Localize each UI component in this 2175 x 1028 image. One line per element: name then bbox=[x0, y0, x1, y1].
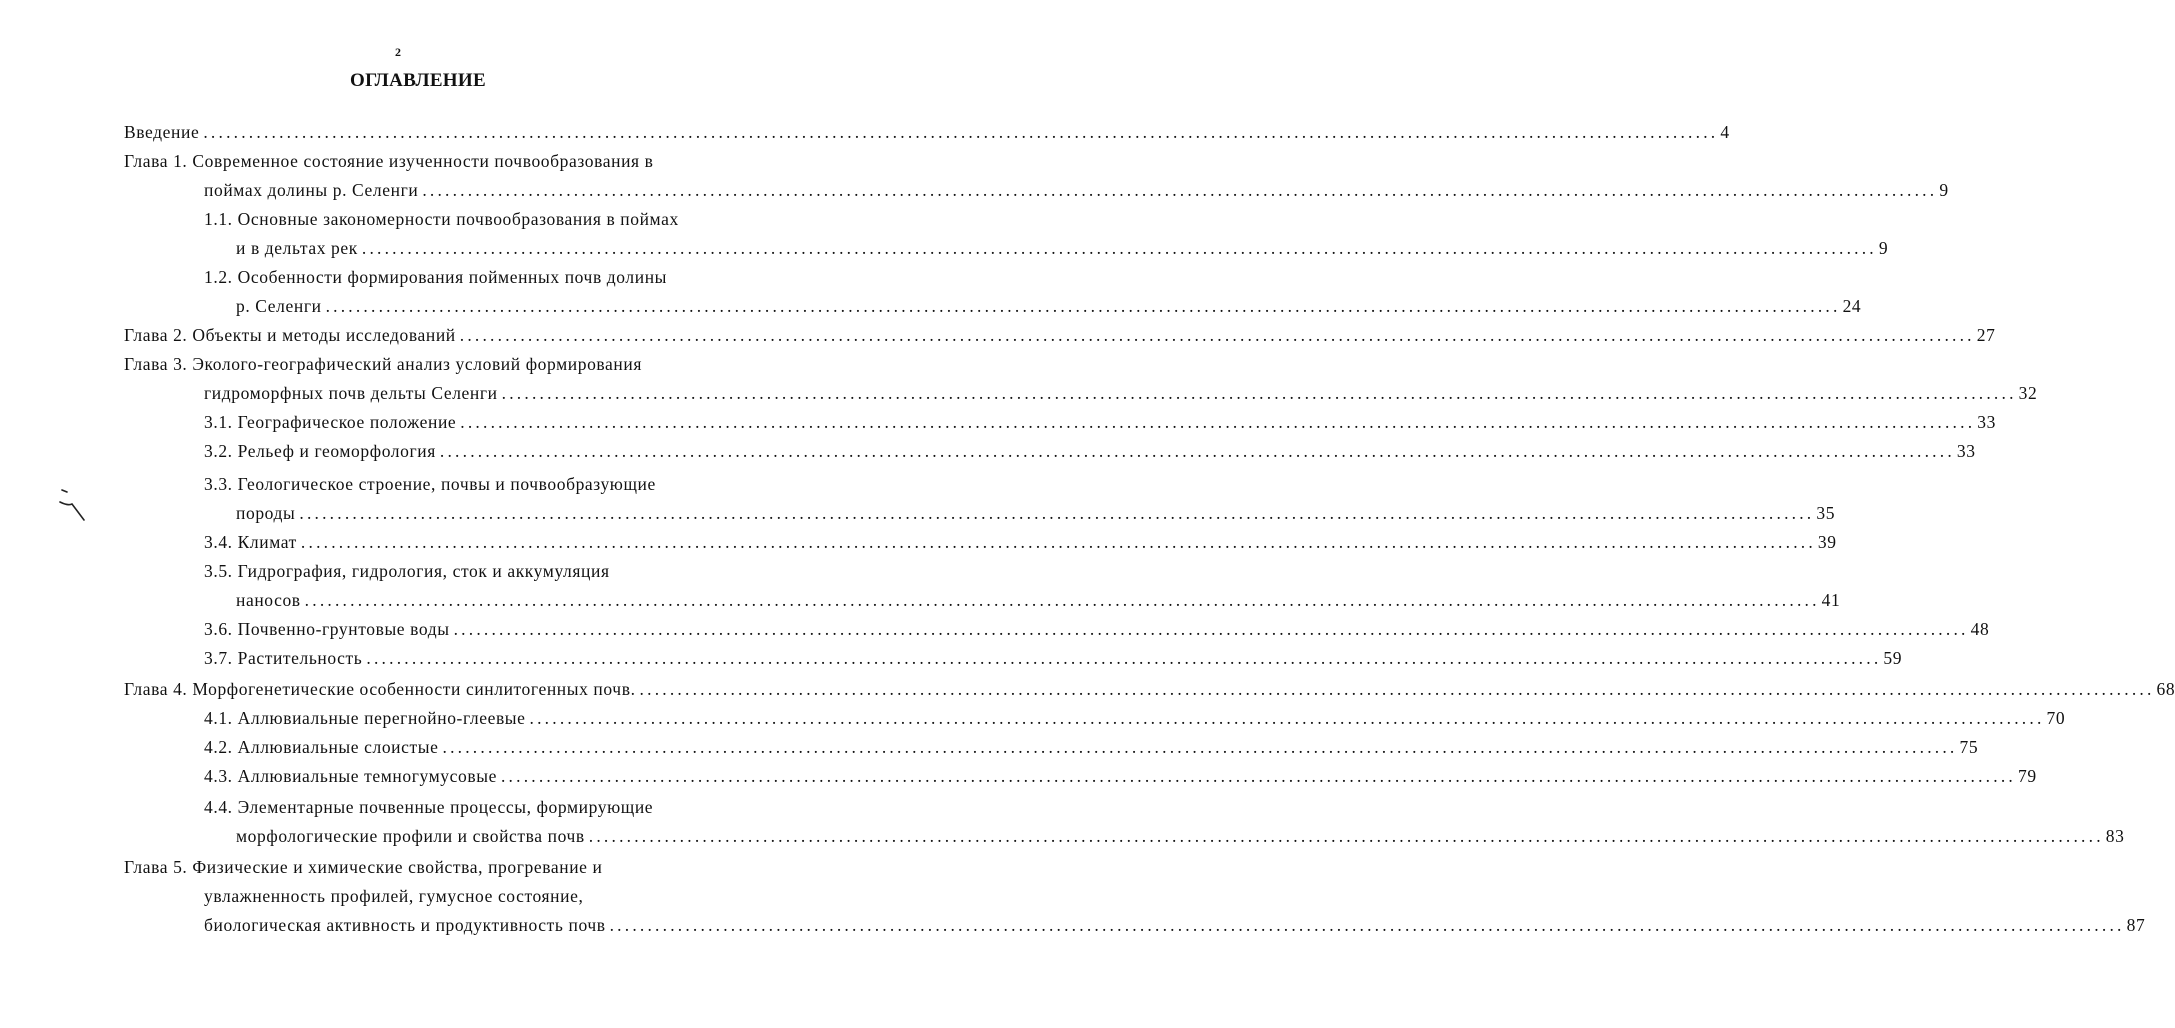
toc-entry-text: 4.2. Аллювиальные слоистые bbox=[204, 737, 439, 757]
toc-page-number: 33 bbox=[1977, 412, 1996, 432]
toc-entry-text: морфологические профили и свойства почв bbox=[236, 826, 585, 846]
toc-entry-s35-l1 bbox=[204, 559, 610, 583]
toc-entry-text: гидроморфных почв дельты Селенги bbox=[204, 383, 498, 403]
toc-entry-text: 1.2. Особенности формирования пойменных почв долины bbox=[204, 267, 668, 287]
toc-page-number: 27 bbox=[1976, 325, 1996, 345]
toc-entry-s12-l1 bbox=[204, 265, 667, 289]
toc-entry-text: наносов bbox=[236, 590, 301, 610]
toc-entry-s44-l1 bbox=[204, 795, 653, 819]
toc-entry-s33-l1 bbox=[204, 472, 656, 496]
toc-page-number: 70 bbox=[2046, 708, 2066, 728]
toc-entry-text: Глава 5. Физические и химические свойства, прогревание и bbox=[124, 857, 603, 877]
toc-leader-dots: ........................................................................................................................................................................................................ bbox=[300, 532, 1816, 552]
toc-page-number: 39 bbox=[1817, 532, 1837, 552]
toc-page-number: 75 bbox=[1959, 737, 1979, 757]
toc-leader-dots: ........................................................................................................................................................................................................ bbox=[304, 590, 1820, 610]
toc-entry-text: 3.2. Рельеф и геоморфология bbox=[204, 441, 436, 461]
toc-entry-s44-l2 bbox=[236, 824, 2125, 848]
toc-entry-s33-l2 bbox=[236, 501, 1836, 525]
toc-entry-ch5-l1 bbox=[124, 855, 603, 879]
toc-entry-ch3-l2 bbox=[204, 381, 2038, 405]
toc-page-number: 9 bbox=[1939, 180, 1949, 200]
toc-entry-s34 bbox=[204, 530, 1837, 554]
toc-entry-text: 3.5. Гидрография, гидрология, сток и аккумуляция bbox=[204, 561, 610, 581]
toc-page-number: 48 bbox=[1970, 619, 1990, 639]
toc-entry-text: 1.1. Основные закономерности почвообразования в поймах bbox=[204, 209, 679, 229]
toc-leader-dots: ........................................................................................................................................................................................................ bbox=[500, 766, 2016, 786]
toc-entry-text: 4.4. Элементарные почвенные процессы, формирующие bbox=[204, 797, 654, 817]
toc-leader-dots: ........................................................................................................................................................................................................ bbox=[422, 180, 1938, 200]
toc-page-number: 32 bbox=[2018, 383, 2038, 403]
toc-entry-s11-l2 bbox=[236, 236, 1889, 260]
toc-entry-text: породы bbox=[236, 503, 296, 523]
toc-leader-dots: ........................................................................................................................................................................................................ bbox=[501, 383, 2017, 403]
toc-entry-s35-l2 bbox=[236, 588, 1841, 612]
toc-entry-text: 3.6. Почвенно-грунтовые воды bbox=[204, 619, 450, 639]
toc-entry-s36 bbox=[204, 617, 1990, 641]
toc-entry-text: 3.1. Географическое положение bbox=[204, 412, 457, 432]
toc-page-number: 4 bbox=[1720, 122, 1730, 142]
toc-page-number: 41 bbox=[1821, 590, 1841, 610]
toc-page-number: 87 bbox=[2126, 915, 2146, 935]
toc-entry-text: биологическая активность и продуктивность почв bbox=[204, 915, 606, 935]
toc-entry-text: р. Селенги bbox=[236, 296, 322, 316]
toc-leader-dots: ........................................................................................................................................................................................................ bbox=[442, 737, 1958, 757]
toc-page-number: 79 bbox=[2017, 766, 2037, 786]
toc-entry-text: Глава 1. Современное состояние изученности почвообразования в bbox=[124, 151, 654, 171]
toc-entry-ch1-l1 bbox=[124, 149, 654, 173]
toc-page-number: 35 bbox=[1816, 503, 1836, 523]
toc-leader-dots: ........................................................................................................................................................................................................ bbox=[529, 708, 2045, 728]
page-title: ОГЛАВЛЕНИЕ bbox=[350, 70, 486, 91]
toc-entry-text: Введение bbox=[124, 122, 200, 142]
toc-leader-dots: ........................................................................................................................................................................................................ bbox=[609, 915, 2125, 935]
toc-leader-dots: ........................................................................................................................................................................................................ bbox=[588, 826, 2104, 846]
toc-leader-dots: ........................................................................................................................................................................................................ bbox=[366, 648, 1882, 668]
toc-entry-text: 3.4. Климат bbox=[204, 532, 297, 552]
toc-leader-dots: ........................................................................................................................................................................................................ bbox=[299, 503, 1815, 523]
toc-entry-text: 4.3. Аллювиальные темногумусовые bbox=[204, 766, 497, 786]
toc-entry-text: поймах долины р. Селенги bbox=[204, 180, 419, 200]
toc-entry-s31 bbox=[204, 410, 1996, 434]
toc-leader-dots: ........................................................................................................................................................................................................ bbox=[453, 619, 1969, 639]
pen-mark-icon bbox=[58, 488, 88, 528]
toc-page-number: 9 bbox=[1878, 238, 1889, 258]
toc-entry-text: 4.1. Аллювиальные перегнойно-глеевые bbox=[204, 708, 526, 728]
toc-entry-text: и в дельтах рек bbox=[236, 238, 358, 258]
toc-leader-dots: ........................................................................................................................................................................................................ bbox=[439, 441, 1955, 461]
toc-entry-ch3-l1 bbox=[124, 352, 642, 376]
toc-entry-intro bbox=[124, 120, 1730, 144]
toc-entry-text: Глава 3. Эколого-географический анализ условий формирования bbox=[124, 354, 643, 374]
toc-entry-s32 bbox=[204, 439, 1976, 463]
toc-leader-dots: ........................................................................................................................................................................................................ bbox=[639, 679, 2155, 699]
toc-entry-s41 bbox=[204, 706, 2066, 730]
toc-entry-ch1-l2 bbox=[204, 178, 1949, 202]
toc-entry-ch5-l2 bbox=[204, 884, 583, 908]
toc-entry-text: 3.3. Геологическое строение, почвы и почвообразующие bbox=[204, 474, 656, 494]
toc-entry-text: Глава 4. Морфогенетические особенности синлитогенных почв. bbox=[124, 679, 636, 699]
toc-leader-dots: ........................................................................................................................................................................................................ bbox=[459, 325, 1975, 345]
toc-entry-ch2 bbox=[124, 323, 1996, 347]
toc-entry-ch5-l3 bbox=[204, 913, 2146, 937]
toc-entry-text: 3.7. Растительность bbox=[204, 648, 363, 668]
toc-entry-text: увлажненность профилей, гумусное состояние, bbox=[204, 886, 584, 906]
toc-page-number: 24 bbox=[1842, 296, 1862, 316]
toc-leader-dots: ........................................................................................................................................................................................................ bbox=[325, 296, 1841, 316]
toc-leader-dots: ........................................................................................................................................................................................................ bbox=[203, 122, 1719, 142]
toc-page-number: 83 bbox=[2105, 826, 2125, 846]
toc-entry-s37 bbox=[204, 646, 1903, 670]
toc-entry-text: Глава 2. Объекты и методы исследований bbox=[124, 325, 456, 345]
toc-leader-dots: ........................................................................................................................................................................................................ bbox=[361, 238, 1877, 258]
toc-entry-s43 bbox=[204, 764, 2037, 788]
toc-page-number: 68 bbox=[2156, 679, 2175, 699]
toc-entry-s42 bbox=[204, 735, 1979, 759]
toc-page-number: 59 bbox=[1883, 648, 1903, 668]
toc-page-number: 33 bbox=[1956, 441, 1976, 461]
page-number: 2 bbox=[395, 45, 401, 59]
toc-entry-s11-l1 bbox=[204, 207, 679, 231]
toc-entry-ch4 bbox=[124, 677, 2175, 701]
toc-leader-dots: ........................................................................................................................................................................................................ bbox=[460, 412, 1976, 432]
toc-entry-s12-l2 bbox=[236, 294, 1862, 318]
